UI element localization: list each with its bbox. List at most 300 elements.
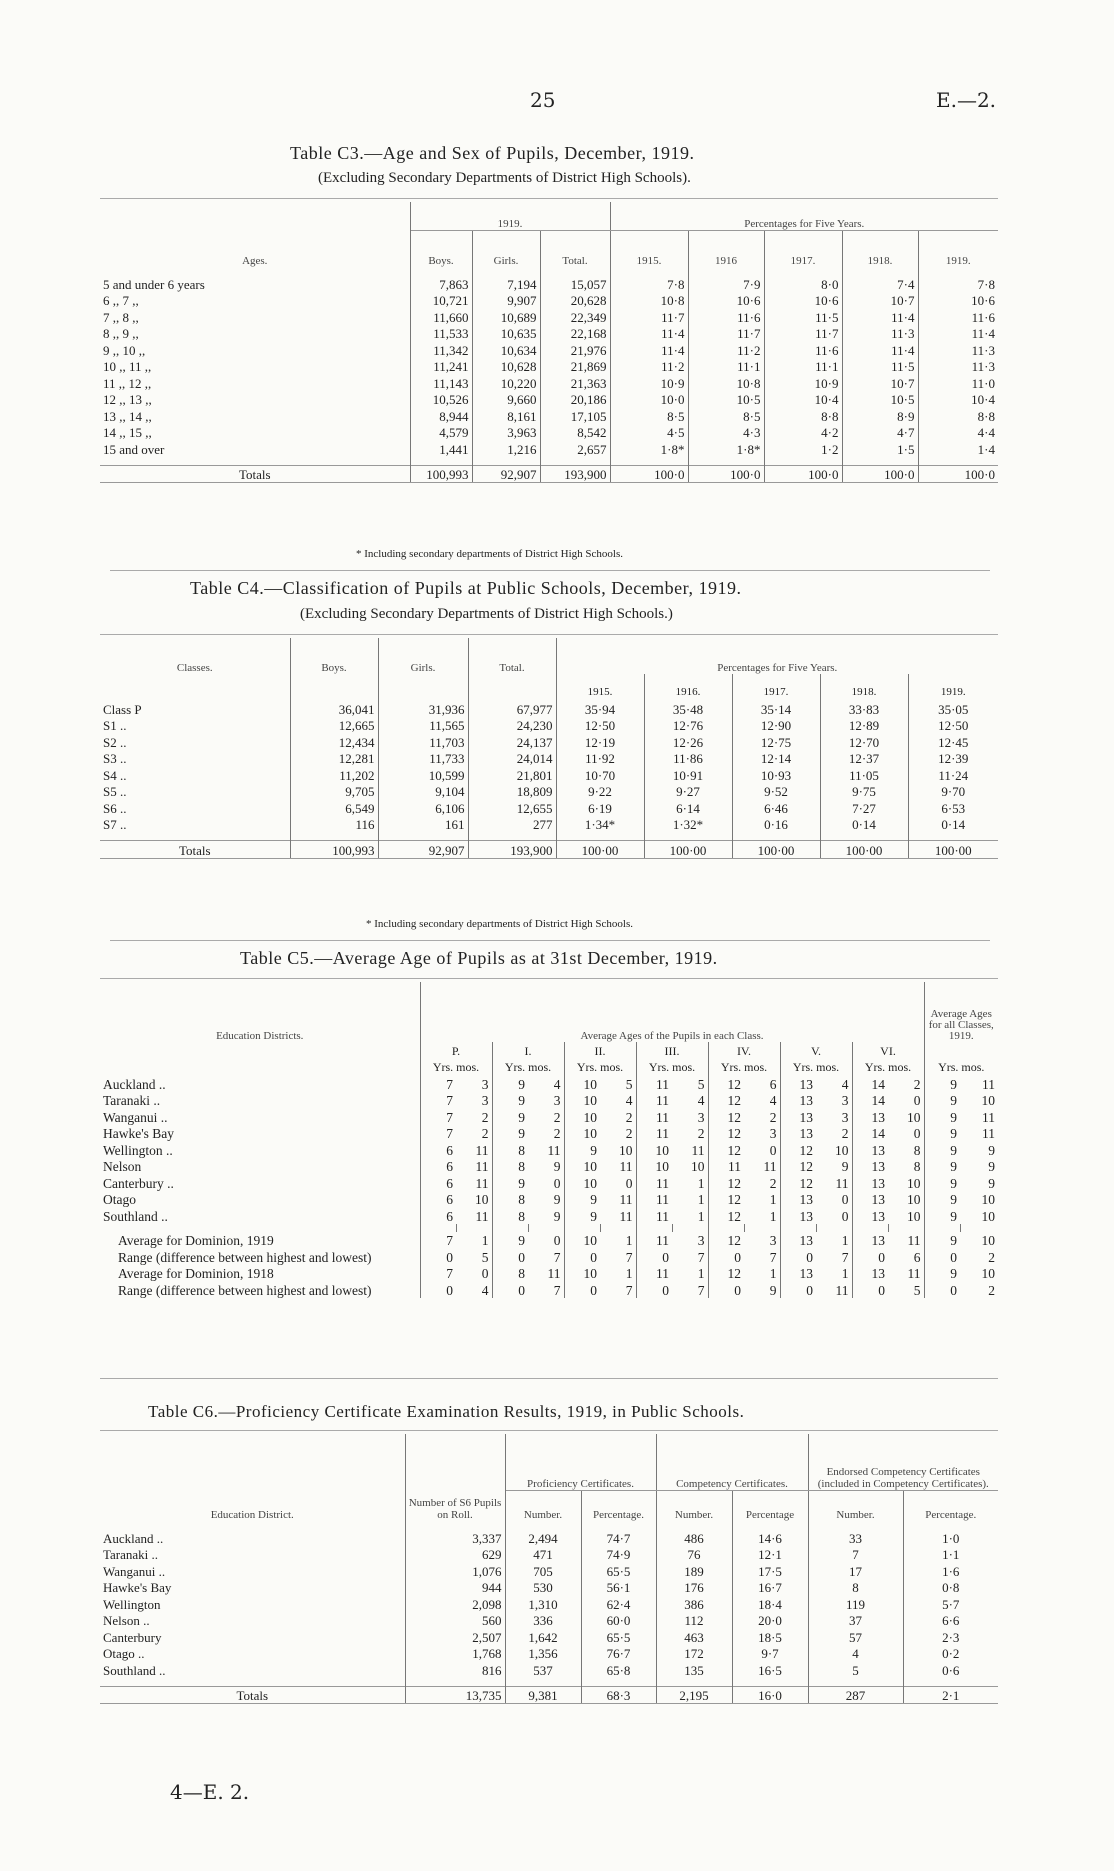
c6-cell: 189 [656,1562,732,1579]
c4-cell: 35·05 [938,701,969,717]
c6-cell: 112 [656,1612,732,1629]
c5-cell: 0 [456,1265,492,1282]
c5-cell: 13 [871,1159,885,1174]
c5-cell: 11 [982,1109,995,1125]
c3-cell: 10·7 [842,292,918,309]
c5-class-header: VI. [852,1042,924,1059]
c5-cell: 11 [600,1207,636,1224]
c5-cell: 11 [656,1175,669,1191]
c3-cell: 4·4 [977,425,995,440]
c5-cell: 0 [950,1249,957,1265]
c5-cell: 6 [446,1159,453,1174]
c5-cell: 11 [528,1141,564,1158]
c5-cell: 9 [950,1208,957,1224]
c6-cell: 18·5 [732,1628,808,1645]
table-row [100,440,998,457]
c5-cell: 0 [806,1282,813,1298]
c5-cell: 13 [871,1175,885,1191]
c5-cell: 12 [727,1142,741,1158]
table-row [100,1595,998,1612]
c3-cell: 10·6 [764,292,842,309]
c6-comp-header: Competency Certificates. [656,1434,808,1491]
c5-cell: 10 [672,1158,708,1175]
c6-cell: 2,494 [505,1529,581,1546]
c4-cell: 10,599 [378,766,468,783]
table-row [100,717,998,734]
c3-total-cell: 100·0 [610,465,688,483]
c5-cell: 2 [456,1125,492,1142]
c3-cell: 11·1 [688,358,764,375]
c5-cell: 7 [446,1126,453,1141]
c5-cell: 0 [600,1174,636,1191]
table-c3-subtitle: (Excluding Secondary Departments of District High Schools). [318,170,691,186]
c5-cell: 10 [583,1159,597,1174]
c4-cell: 9·27 [644,783,732,800]
c5-cell: 12 [799,1142,813,1158]
c5-cell: 9 [518,1233,525,1248]
c6-end-pct-header: Percentage. [925,1509,977,1521]
footer-reference: 4—E. 2. [170,1780,250,1804]
c3-cell: 3,963 [472,424,540,441]
c4-cell: 11·24 [938,767,969,783]
c5-cell: 0 [446,1249,453,1265]
c5-cell: 12 [727,1208,741,1224]
c6-district-label: Otago .. [100,1645,405,1662]
c6-cell: 5·7 [942,1596,960,1612]
c5-class-header: IV. [708,1042,780,1059]
c4-boys-header: Boys. [290,638,378,674]
c5-cell: 10 [583,1266,597,1281]
table-row [100,816,998,833]
c5-cell: 11 [816,1281,852,1298]
c5-district-label: Otago [100,1191,420,1208]
c5-cell: 9 [950,1076,957,1092]
c4-year-header: 1918. [820,674,908,700]
c3-total-cell: 100·0 [688,465,764,483]
table-row [100,1281,998,1298]
c5-cell: 0 [950,1282,957,1298]
c6-district-label: Nelson .. [100,1612,405,1629]
c3-cell: 11,660 [410,308,472,325]
c6-cell: 119 [808,1595,903,1612]
c3-age-label: 14 ,, 15 ,, [100,424,410,441]
c6-comp-number-header: Number. [656,1491,732,1522]
c4-cell: 12,434 [290,733,378,750]
c3-cell: 11,143 [410,374,472,391]
c5-cell: 11 [656,1109,669,1125]
c5-cell: 1 [816,1232,852,1249]
c5-cell: 11 [656,1076,669,1092]
table-row [100,1207,998,1224]
c4-total-cell: 100·00 [908,841,998,859]
c6-cell: 65·5 [581,1628,656,1645]
table-row [100,1191,998,1208]
c5-cell: 1 [672,1207,708,1224]
c3-cell: 7,194 [472,275,540,292]
c5-cell: 11 [656,1126,669,1141]
c5-cell: 10 [981,1192,995,1207]
c5-cell: 10 [888,1191,924,1208]
c4-cell: 12·37 [820,750,908,767]
c5-cell: 0 [528,1174,564,1191]
c5-cell: 0 [590,1282,597,1298]
c6-comp-pct-header: Percentage [732,1491,808,1522]
c5-unit-header: Yrs. mos. [938,1060,985,1074]
c4-cell: 12·50 [556,717,644,734]
c4-cell: 12·14 [732,750,820,767]
c4-classes-header: Classes. [100,638,290,674]
c6-total-cell: 287 [808,1686,903,1704]
c3-cell: 11·4 [842,308,918,325]
c5-district-label: Nelson [100,1158,420,1175]
c5-cell: 0 [816,1191,852,1208]
c6-cell: 944 [405,1579,505,1596]
c5-cell: 11 [982,1126,995,1141]
c4-cell: 9·75 [820,783,908,800]
c3-cell: 10·5 [842,391,918,408]
c4-cell: 12,281 [290,750,378,767]
c5-cell: 12 [727,1266,741,1281]
c5-cell: 8 [888,1158,924,1175]
c6-cell: 65·8 [581,1661,656,1678]
table-row [100,374,998,391]
c4-cell: 10·93 [732,766,820,783]
table-row [100,424,998,441]
c5-cell: 10 [816,1141,852,1158]
c4-class-label: S5 .. [100,783,290,800]
c6-cell: 176 [656,1579,732,1596]
c6-cell: 1,356 [505,1645,581,1662]
c5-cell: 9 [950,1126,957,1141]
c6-cell: 60·0 [581,1612,656,1629]
c3-cell: 11·2 [688,341,764,358]
c5-cell: 7 [600,1248,636,1265]
c3-cell: 11·1 [764,358,842,375]
c5-district-label: Taranaki .. [100,1092,420,1109]
c5-cell: 13 [871,1109,885,1125]
c4-cell: 6·14 [644,799,732,816]
c5-cell: 9 [950,1233,957,1248]
c4-cell: 24,014 [468,750,556,767]
c3-cell: 10,634 [472,341,540,358]
c5-cell: 2 [988,1282,995,1298]
c5-cell: 9 [518,1126,525,1141]
table-c3 [100,202,998,483]
c3-age-label: 7 ,, 8 ,, [100,308,410,325]
c5-district-label: Canterbury .. [100,1174,420,1191]
c5-cell: 1 [672,1191,708,1208]
c5-cell: 2 [816,1125,852,1142]
c5-cell: 0 [734,1282,741,1298]
c5-cell: 13 [799,1093,813,1108]
c5-cell: 4 [816,1075,852,1092]
c5-cell: 5 [456,1248,492,1265]
c6-cell: 74·7 [581,1529,656,1546]
c5-cell: 8 [518,1192,525,1207]
table-row [100,1645,998,1662]
c5-cell: 13 [799,1233,813,1248]
table-c4 [100,638,998,859]
c6-cell: 37 [808,1612,903,1629]
c3-cell: 1,216 [472,440,540,457]
c3-cell: 10·9 [764,374,842,391]
c6-total-cell: 9,381 [505,1686,581,1704]
c3-cell: 11·7 [688,325,764,342]
c5-district-label: Southland .. [100,1207,420,1224]
c5-cell: 0 [446,1282,453,1298]
c3-age-label: 11 ,, 12 ,, [100,374,410,391]
c4-cell: 11,703 [378,733,468,750]
c5-cell: 2 [528,1125,564,1142]
c5-cell: 9 [518,1076,525,1092]
c3-cell: 11·5 [842,358,918,375]
c3-1919-header: 1919. [410,202,610,231]
c5-cell: 7 [446,1233,453,1248]
c3-cell: 7,863 [410,275,472,292]
c5-cell: 10 [981,1208,995,1224]
c5-summary-label: Average for Dominion, 1918 [100,1265,420,1282]
c3-cell: 4·5 [610,424,688,441]
c6-district-label: Wanganui .. [100,1562,405,1579]
c3-cell: 10·0 [610,391,688,408]
table-row [100,1125,998,1142]
c5-cell: 9 [950,1266,957,1281]
c5-cell: 11 [728,1159,741,1174]
c3-footnote: * Including secondary departments of District High Schools. [356,548,624,560]
c4-cell: 24,137 [468,733,556,750]
c3-cell: 17,105 [540,407,610,424]
c5-cell: 10 [981,1093,995,1108]
table-row [100,1248,998,1265]
c3-cell: 10,628 [472,358,540,375]
c5-cell: 9 [950,1142,957,1158]
c5-cell: 0 [734,1249,741,1265]
c5-cell: 11 [888,1232,924,1249]
c5-cell: 9 [518,1109,525,1125]
c6-cell: 76·7 [581,1645,656,1662]
c4-cell: 11·86 [644,750,732,767]
c5-cell: 6 [888,1248,924,1265]
c6-cell: 62·4 [581,1595,656,1612]
c6-cell: 16·7 [732,1579,808,1596]
table-row [100,700,998,717]
table-row [100,358,998,375]
c4-cell: 11,565 [378,717,468,734]
c3-age-label: 6 ,, 7 ,, [100,292,410,309]
c5-unit-header: Yrs. mos. [708,1059,780,1076]
c3-cell: 1·4 [977,441,995,457]
c5-cell: 2 [988,1249,995,1265]
table-c4-subtitle: (Excluding Secondary Departments of District High Schools.) [300,606,673,622]
c5-cell: 10 [456,1191,492,1208]
c6-cell: 336 [505,1612,581,1629]
c3-cell: 11·4 [971,326,995,341]
c6-total-cell: 13,735 [405,1686,505,1704]
c5-cell: 1 [672,1174,708,1191]
c5-cell: 6 [446,1142,453,1158]
c4-class-label: S4 .. [100,766,290,783]
c3-cell: 1·8* [688,440,764,457]
c4-cell: 6,106 [378,799,468,816]
c6-cell: 6·6 [942,1613,960,1628]
c4-cell: 161 [378,816,468,833]
c5-cell: 13 [799,1109,813,1125]
c3-boys-header: Boys. [410,231,472,268]
c5-district-header: Education Districts. [100,982,420,1042]
c5-cell: 10 [600,1141,636,1158]
c4-cell: 7·27 [820,799,908,816]
c3-age-label: 10 ,, 11 ,, [100,358,410,375]
c5-district-label: Wanganui .. [100,1108,420,1125]
c4-cell: 24,230 [468,717,556,734]
c5-cell: 10 [655,1159,669,1174]
c6-cell: 1·6 [942,1563,960,1579]
c4-total-cell: 92,907 [378,841,468,859]
c6-cell: 1,076 [405,1562,505,1579]
table-row [100,275,998,292]
c5-cell: 11 [888,1265,924,1282]
c5-cell: 7 [744,1248,780,1265]
c5-cell: 12 [727,1093,741,1108]
c5-cell: 10 [583,1076,597,1092]
c5-cell: 13 [871,1142,885,1158]
c5-cell: 0 [744,1141,780,1158]
c3-cell: 4,579 [410,424,472,441]
c5-cell: 2 [528,1108,564,1125]
c5-cell: 12 [727,1233,741,1248]
c5-cell: 11 [744,1158,780,1175]
c5-cell: 10 [583,1126,597,1141]
c5-cell: 2 [888,1075,924,1092]
c5-cell: 11 [656,1208,669,1224]
c4-cell: 116 [290,816,378,833]
c5-class-header: V. [780,1042,852,1059]
c4-cell: 6·19 [556,799,644,816]
c5-unit-header: Yrs. mos. [492,1059,564,1076]
c5-cell: 5 [672,1075,708,1092]
document-reference: E.—2. [936,88,997,112]
c5-cell: 0 [518,1249,525,1265]
c5-cell: 4 [600,1092,636,1109]
c5-cell: 4 [456,1281,492,1298]
c4-total-cell: 193,900 [468,841,556,859]
c6-cell: 629 [405,1546,505,1563]
c3-cell: 7·8 [610,275,688,292]
c6-cell: 2,507 [405,1628,505,1645]
c3-cell: 10,220 [472,374,540,391]
c6-cell: 57 [808,1628,903,1645]
c5-class-header: P. [420,1042,492,1059]
c3-age-label: 9 ,, 10 ,, [100,341,410,358]
table-row [100,391,998,408]
c5-cell: 3 [816,1092,852,1109]
c5-cell: 10 [981,1266,995,1281]
c5-cell: 8 [518,1266,525,1281]
c3-cell: 11·7 [610,308,688,325]
c6-cell: 705 [505,1562,581,1579]
c5-cell: 0 [662,1249,669,1265]
c5-cell: 8 [888,1141,924,1158]
c4-class-label: S2 .. [100,733,290,750]
table-row [100,750,998,767]
c5-cell: 11 [456,1141,492,1158]
c5-cell: 9 [518,1093,525,1108]
c5-cell: 8 [518,1208,525,1224]
c5-cell: 10 [888,1174,924,1191]
table-c3-title: Table C3.—Age and Sex of Pupils, December, 1919. [290,143,695,163]
c3-cell: 10,526 [410,391,472,408]
c6-cell: 65·5 [581,1562,656,1579]
c5-cell: 0 [888,1125,924,1142]
c5-cell: 7 [446,1266,453,1281]
c5-cell: 7 [446,1093,453,1108]
c3-cell: 8,542 [540,424,610,441]
c3-cell: 11·2 [610,358,688,375]
c5-cell: 3 [744,1232,780,1249]
c5-cell: 13 [871,1208,885,1224]
c4-class-label: S6 .. [100,799,290,816]
c3-cell: 10·7 [842,374,918,391]
c5-cell: 11 [982,1076,995,1092]
c4-cell: 36,041 [290,700,378,717]
table-c5 [100,982,998,1298]
c4-total-cell: 100·00 [556,841,644,859]
c4-year-header: 1919. [940,686,966,698]
c3-age-label: 5 and under 6 years [100,275,410,292]
c3-cell: 8·8 [764,407,842,424]
c6-cell: 0·6 [942,1662,960,1678]
c6-total-cell: 68·3 [581,1686,656,1704]
c3-girls-header: Girls. [472,231,540,268]
c3-cell: 4·3 [688,424,764,441]
c6-cell: 2·3 [942,1629,960,1645]
c3-cell: 21,976 [540,341,610,358]
c6-cell: 33 [808,1529,903,1546]
c5-cell: 9 [988,1175,995,1191]
table-c5-title: Table C5.—Average Age of Pupils as at 31st December, 1919. [240,948,718,968]
c5-cell: 8 [518,1142,525,1158]
c3-cell: 11·3 [971,342,995,358]
c5-cell: 14 [871,1076,885,1092]
c3-cell: 15,057 [540,275,610,292]
c5-cell: 8 [518,1159,525,1174]
c5-cell: 1 [744,1207,780,1224]
c6-district-label: Auckland .. [100,1529,405,1546]
c3-totals-label: Totals [100,465,410,483]
c5-cell: 9 [528,1191,564,1208]
c5-cell: 9 [988,1159,995,1174]
c4-class-label: S7 .. [100,816,290,833]
c5-cell: 3 [744,1125,780,1142]
c6-cell: 74·9 [581,1546,656,1563]
c4-cell: 277 [468,816,556,833]
c5-cell: 3 [528,1092,564,1109]
c3-cell: 11·3 [842,325,918,342]
c4-class-label: S3 .. [100,750,290,767]
c5-cell: 9 [528,1158,564,1175]
c5-cell: 2 [600,1125,636,1142]
c6-cell: 471 [505,1546,581,1563]
c5-cell: 12 [727,1175,741,1191]
c4-footnote: * Including secondary departments of District High Schools. [366,918,634,930]
c5-cell: 9 [950,1093,957,1108]
c5-cell: 13 [871,1266,885,1281]
c3-cell: 7·8 [977,276,995,292]
c5-cell: 9 [744,1281,780,1298]
c3-1916-header: 1916 [688,231,764,268]
c6-cell: 5 [808,1661,903,1678]
c5-cell: 5 [888,1281,924,1298]
